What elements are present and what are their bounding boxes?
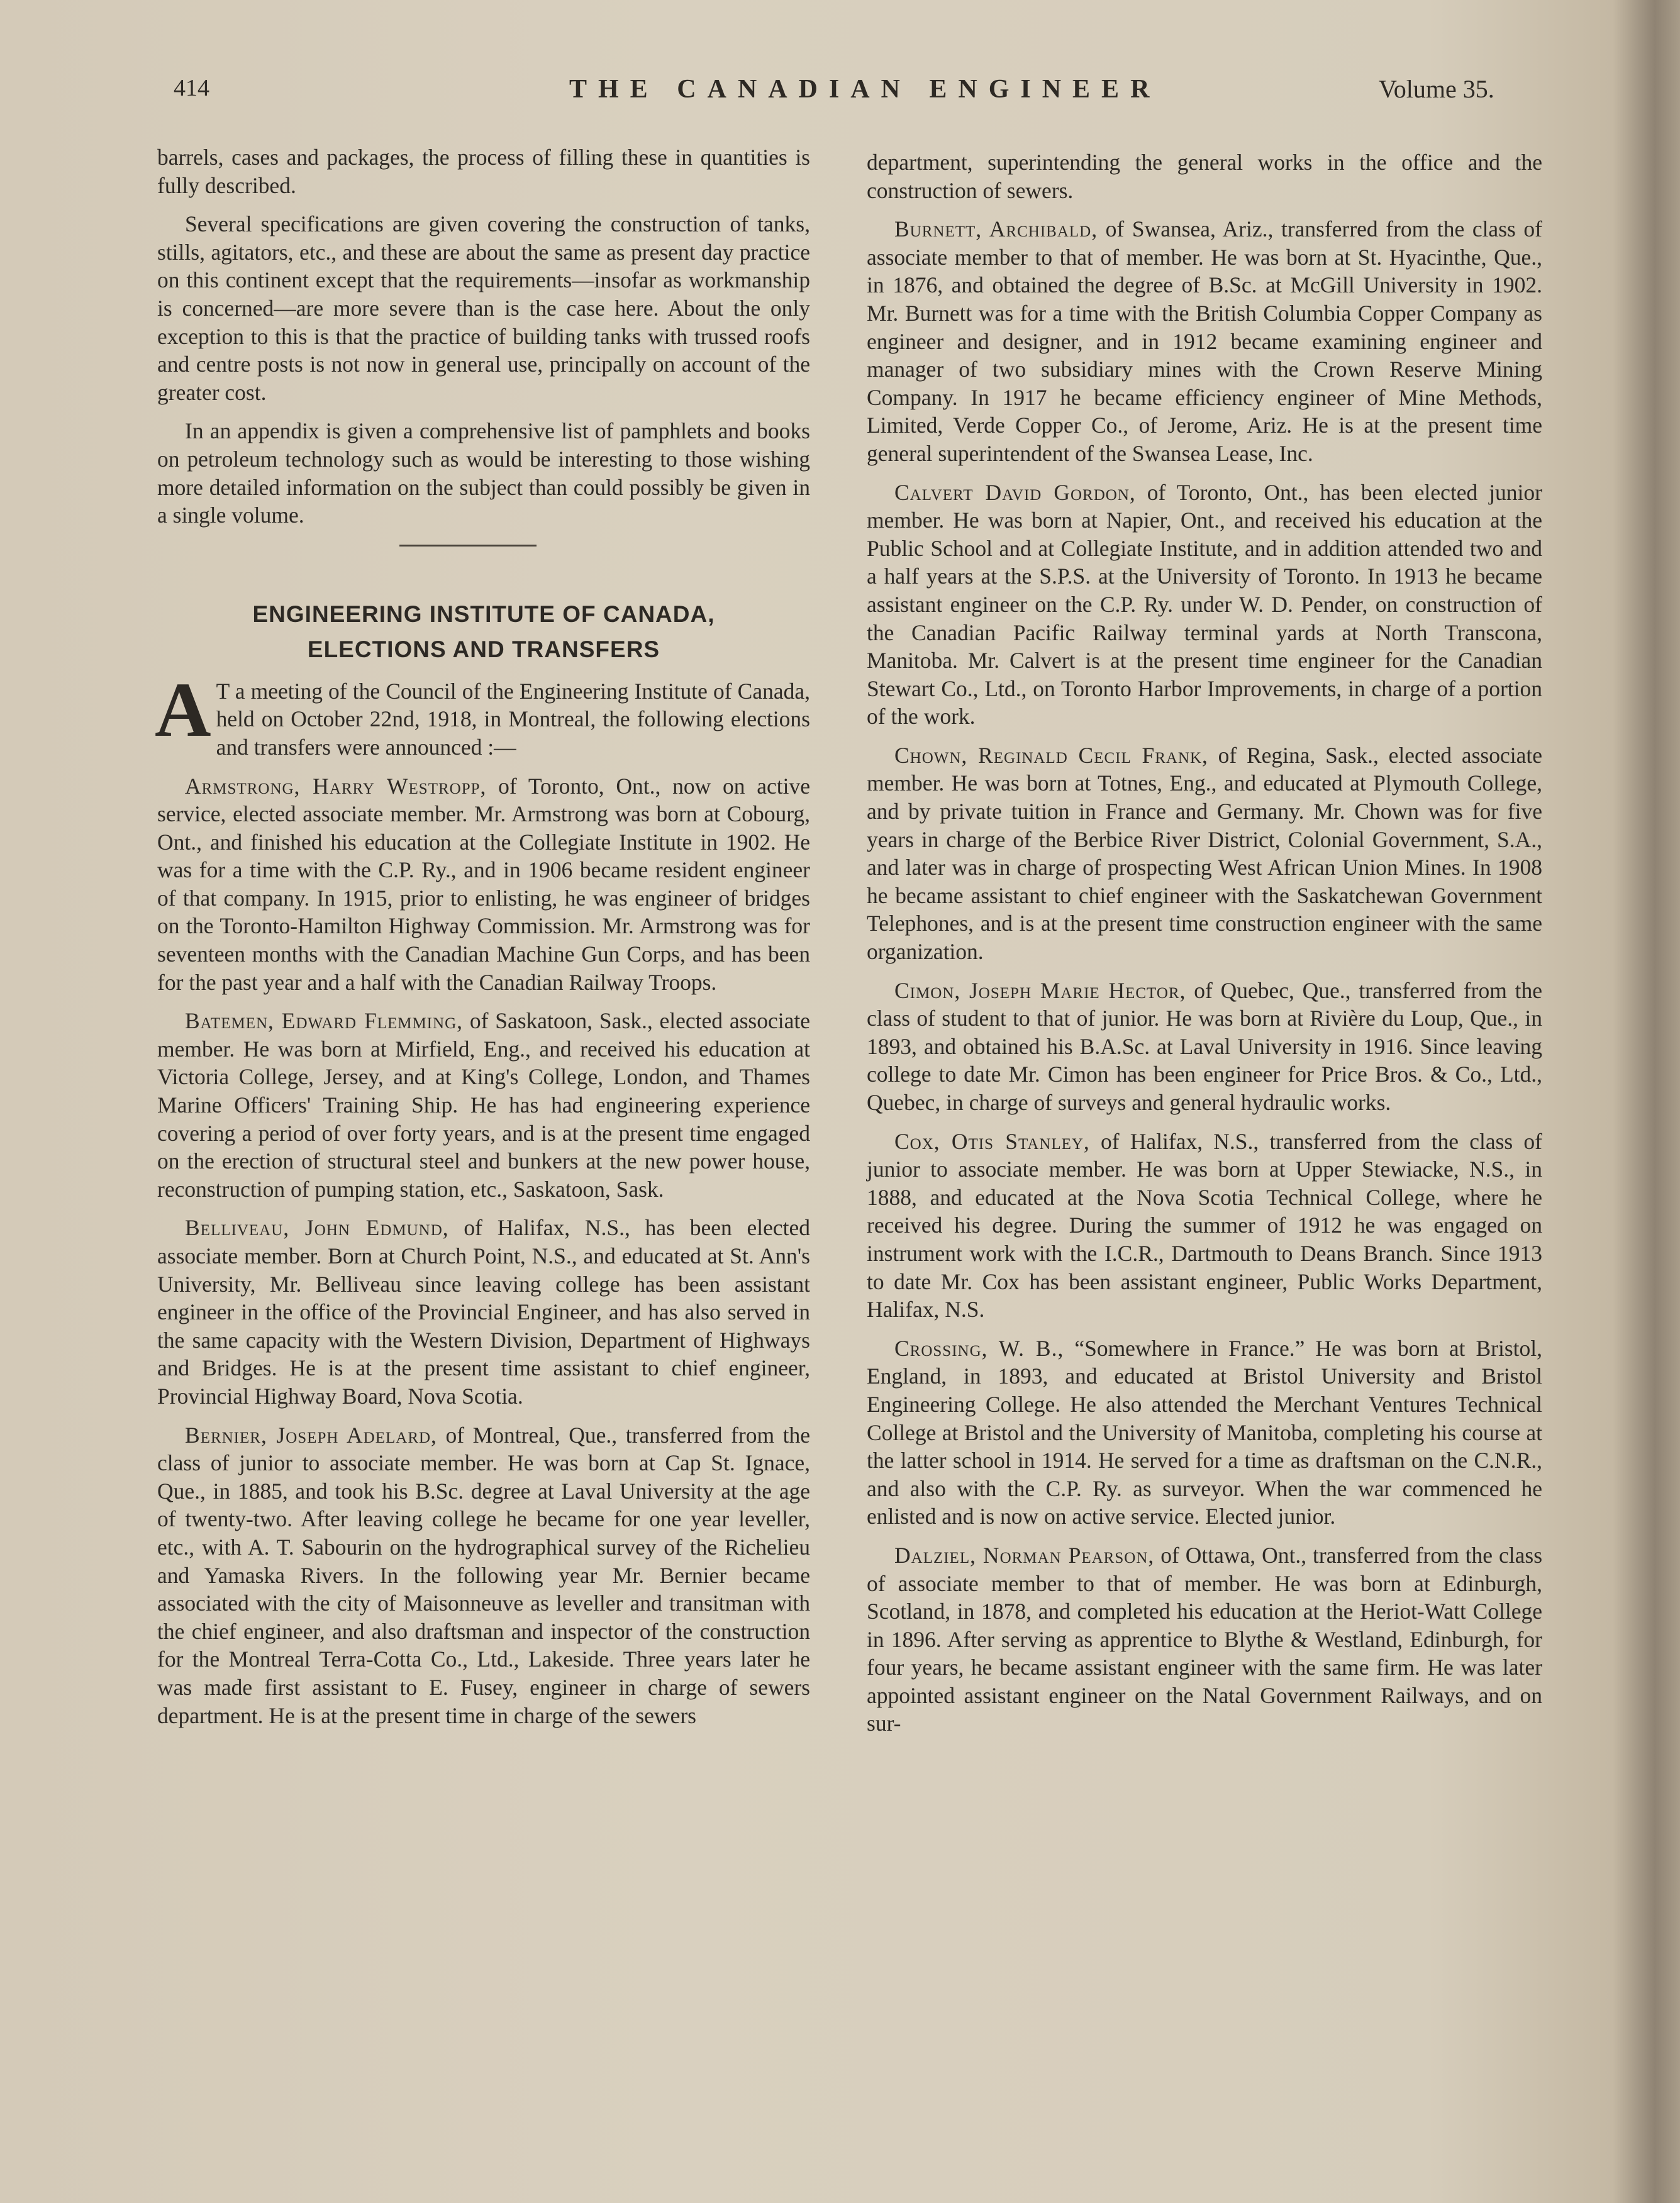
entry-text: of Regina, Sask., elected associate member. He was born at Totnes, Eng., and educated at Plymouth College, and by private tuition in France and Germany. Mr. Chown was for five years in charge of the Berbice River District, Colonial Government, S.A., and later was in charge of prospecting West African Union Mines. In 1908 he became assistant to chief engineer with the Saskatchewan Government Telephones, and is at the present time construction engineer with the same organization. — [867, 742, 1542, 965]
entry — [157, 1421, 810, 1730]
entry-name: Bernier, Joseph Adelard, — [185, 1422, 437, 1448]
entry-text: of Ottawa, Ont., transferred from the class of associate member to that of member. He was born at Edinburgh, Scotland, in 1878, and completed his education at the Heriot-Watt College in 1896. After serving as apprentice to Blythe & Westland, Edinburgh, for four years, he became assistant engineer with the same firm. He was later appointed assistant engineer on the Natal Government Railways, and on sur- — [867, 1542, 1543, 1736]
entry-name: Cimon, Joseph Marie Hector, — [894, 977, 1186, 1003]
heading-line: ENGINEERING INSTITUTE OF CANADA, — [252, 601, 715, 627]
page-number: 414 — [174, 75, 209, 101]
volume-label: Volume 35. — [1379, 75, 1494, 103]
entry-text: of Toronto, Ont., has been elected junior member. He was born at Napier, Ont., and received his education at the Public School and at Collegiate Institute, and in addition attended two and a half years at the S.P.S. at the University of Toronto. In 1913 he became assistant engineer on the C.P. Ry. under W. D. Pender, on construction of the Canadian Pacific Railway terminal yards at North Transcona, Manitoba. Mr. Calvert is at the present time engineer for the Canadian Stewart Co., Ltd., on Toronto Harbor Improvements, in charge of a portion of the work. — [867, 479, 1542, 730]
entry — [867, 977, 1542, 1117]
left-column — [157, 143, 810, 1740]
entry-text: “Somewhere in France.” He was born at Bristol, England, in 1893, and educated at Bristol University and Bristol Engineering College. He also attended the Merchant Ventures Technical College at Bristol and the University of Manitoba, completing his course at the latter school in 1914. He served for a time as draftsman on the C.N.R., and also with the C.P. Ry. as surveyor. When the war commenced he enlisted and is now on active service. Elected junior. — [867, 1335, 1543, 1529]
entry-name: Burnett, Archibald, — [894, 216, 1098, 242]
entry-name: Crossing, W. B., — [894, 1335, 1064, 1361]
entry-name: Dalziel, Norman Pearson, — [894, 1542, 1155, 1568]
entry-text: of Saskatoon, Sask., elected associate member. He was born at Mirfield, Eng., and received his education at Victoria College, Jersey, and at King's College, London, and Thames Marine Officers' Training Ship. He has had engineering experience covering a period of over forty years, and is at the present time engaged on the erection of structural steel and bunkers at the new power house, reconstruction of pumping station, etc., Saskatoon, Sask. — [157, 1008, 810, 1202]
journal-title: THE CANADIAN ENGINEER — [569, 75, 1161, 104]
entry-text: of Halifax, N.S., transferred from the class of junior to associate member. He was born at Upper Stewiacke, N.S., in 1888, and educated at the Nova Scotia Technical College, where he received his degree. During the summer of 1912 he was engaged on instrument work with the I.C.R., Dartmouth to Deans Branch. Since 1913 to date Mr. Cox has been assistant engineer, Public Works Department, Halifax, N.S. — [867, 1128, 1542, 1323]
entry — [867, 1335, 1542, 1531]
entry — [867, 741, 1542, 966]
entry-text: of Halifax, N.S., has been elected associate member. Born at Church Point, N.S., and educated at St. Ann's University, Mr. Belliveau since leaving college has been assistant engineer in the office of the Provincial Engineer, and has also served in the same capacity with the Western Division, Department of Highways and Bridges. He is at the present time assistant to chief engineer, Provincial Highway Board, Nova Scotia. — [157, 1215, 810, 1409]
entry — [157, 1214, 810, 1410]
entry-name: Batemen, Edward Flemming, — [185, 1008, 463, 1034]
intro-text: T a meeting of the Council of the Engineering Institute of Canada, held on October 22nd, 1918, in Montreal, the following elections and transfers were announced :— — [216, 678, 810, 760]
section-divider — [399, 545, 537, 547]
paragraph: Several specifications are given covering the construction of tanks, stills, agitators, etc., and these are about the same as present day practice on this continent except that the requirements—insofar as workmanship is concerned—are more severe than is the case here. About the only exception to this is that the practice of building tanks with trussed roofs and centre posts is not now in general use, principally on account of the greater cost. — [157, 211, 810, 405]
entry-text: of Montreal, Que., transferred from the class of junior to associate member. He was born at Cap St. Ignace, Que., in 1885, and took his B.Sc. degree at Laval University at the age of twenty-two. After leaving college he became for one year leveller, etc., with A. T. Sabourin on the hydrographical survey of the Richelieu and Yamaska Rivers. In the following year Mr. Bernier became associated with the city of Maisonneuve as leveller and transitman with the chief engineer, and also draftsman and inspector of the construction for the Montreal Terra-Cotta Co., Ltd., Lakeside. Three years later he was made first assistant to E. Fusey, engineer in charge of sewers department. He is at the present time in charge of the sewers — [157, 1422, 811, 1728]
entry-name: Chown, Reginald Cecil Frank, — [894, 742, 1208, 768]
entry-text: of Swansea, Ariz., transferred from the class of associate member to that of member. He was born at St. Hyacinthe, Que., in 1876, and obtained the degree of B.Sc. at McGill University in 1902. Mr. Burnett was for a time with the British Columbia Copper Company as engineer and designer, and in 1912 became examining engineer and manager of two subsidiary mines with the Crown Reserve Mining Company. In 1917 he became efficiency engineer of Mine Methods, Limited, Verde Copper Co., of Jerome, Ariz. He is at the present time general superintendent of the Swansea Lease, Inc. — [867, 216, 1542, 466]
article-intro — [155, 666, 810, 762]
article-heading — [157, 597, 810, 667]
entry-text: of Quebec, Que., transferred from the class of student to that of junior. He was born at Rivière du Loup, Que., in 1893, and obtained his B.A.Sc. at Laval University in 1916. Since leaving college to date Mr. Cimon has been engineer for Price Bros. & Co., Ltd., Quebec, in charge of surveys and general hydraulic works. — [867, 977, 1542, 1115]
right-column — [867, 148, 1542, 1748]
entry — [157, 1007, 810, 1203]
entry — [867, 1128, 1542, 1324]
entry — [867, 1541, 1542, 1738]
entry-text: of Toronto, Ont., now on active service, elected associate member. Mr. Armstrong was born at Cobourg, Ont., and finished his education at the Collegiate Institute in 1902. He was for a time with the C.P. Ry., and in 1906 became resident engineer of that company. In 1915, prior to enlisting, he was engineer of bridges on the Toronto-Hamilton Highway Commission. Mr. Armstrong was for seventeen months with the Canadian Machine Gun Corps, and has been for the past year and a half with the Canadian Railway Troops. — [157, 773, 810, 995]
heading-line: ELECTIONS AND TRANSFERS — [307, 636, 660, 662]
entry — [867, 215, 1542, 467]
paragraph: barrels, cases and packages, the process of filling these in quantities is fully described. — [157, 145, 810, 198]
entry — [157, 772, 810, 997]
paragraph: In an appendix is given a comprehensive list of pamphlets and books on petroleum technology such as would be interesting to those wishing more detailed information on the subject than could possibly be given in a single volume. — [157, 418, 810, 528]
entry-name: Armstrong, Harry Westropp, — [185, 773, 487, 799]
paragraph: department, superintending the general works in the office and the construction of sewers. — [867, 150, 1542, 203]
entry-name: Belliveau, John Edmund, — [185, 1215, 449, 1241]
entry-name: Cox, Otis Stanley, — [894, 1128, 1090, 1154]
entry — [867, 479, 1542, 731]
entry-name: Calvert David Gordon, — [894, 479, 1136, 505]
drop-cap: A — [155, 666, 211, 753]
